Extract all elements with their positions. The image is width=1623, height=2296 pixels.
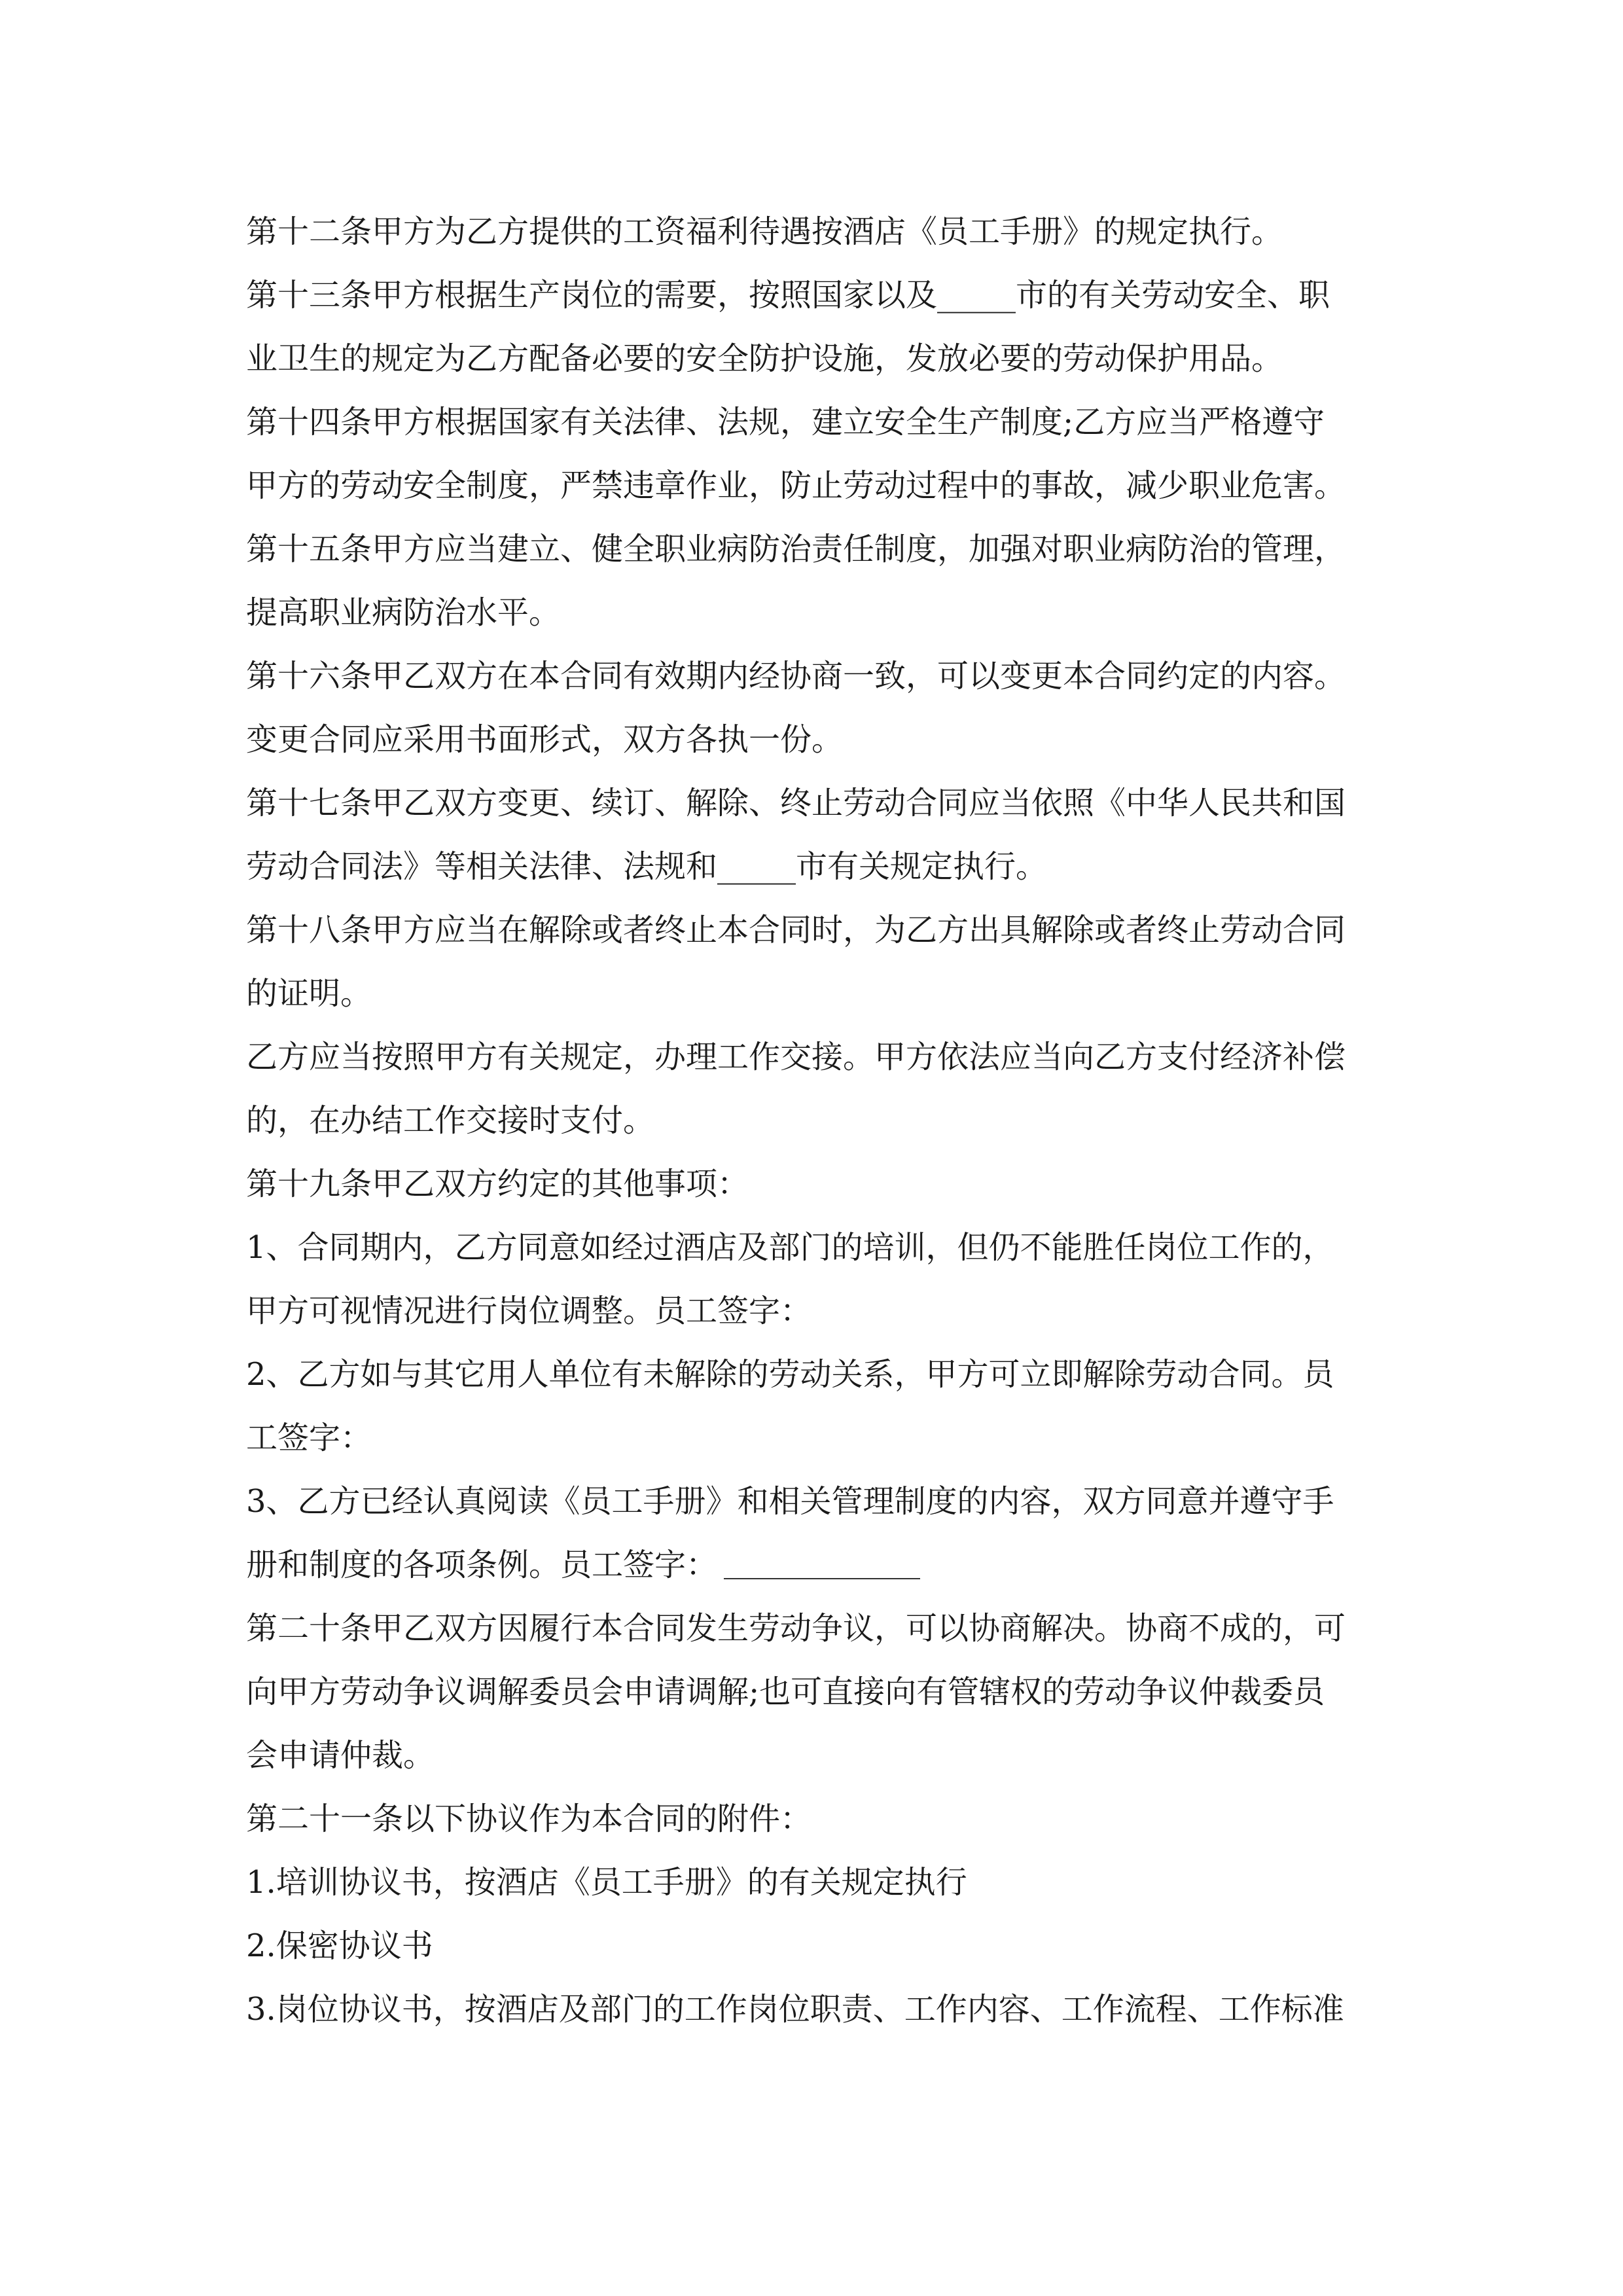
text-line: 提高职业病防治水平。 [246, 594, 561, 631]
text-line: 甲方可视情况进行岗位调整。员工签字： [246, 1293, 812, 1329]
text-line: 第十八条甲方应当在解除或者终止本合同时，为乙方出具解除或者终止劳动合同 [246, 912, 1346, 948]
text-line: 第二十条甲乙双方因履行本合同发生劳动争议，可以协商解决。协商不成的，可 [246, 1610, 1346, 1647]
text-line: 第十七条甲乙双方变更、续订、解除、终止劳动合同应当依照《中华人民共和国 [246, 785, 1346, 821]
text-line: 1、合同期内，乙方同意如经过酒店及部门的培训，但仍不能胜任岗位工作的， [246, 1229, 1334, 1266]
text-line: 第十九条甲乙双方约定的其他事项： [246, 1166, 749, 1202]
text-line: 册和制度的各项条例。员工签字： [246, 1547, 718, 1583]
text-line: 向甲方劳动争议调解委员会申请调解;也可直接向有管辖权的劳动争议仲裁委员 [246, 1674, 1325, 1710]
signature-blank [724, 1552, 920, 1579]
text-line: 3.岗位协议书，按酒店及部门的工作岗位职责、工作内容、工作流程、工作标准 [246, 1991, 1344, 2028]
text-line: 1.培训协议书，按酒店《员工手册》的有关规定执行 [246, 1864, 967, 1901]
text-line: 2.保密协议书 [246, 1928, 433, 1964]
text-line: 2、乙方如与其它用人单位有未解除的劳动关系，甲方可立即解除劳动合同。员 [246, 1356, 1334, 1393]
text-line: 劳动合同法》等相关法律、法规和_____市有关规定执行。 [246, 848, 1048, 885]
document-page [246, 200, 1385, 2041]
text-line: 3、乙方已经认真阅读《员工手册》和相关管理制度的内容，双方同意并遵守手 [246, 1483, 1334, 1520]
text-line: 业卫生的规定为乙方配备必要的安全防护设施，发放必要的劳动保护用品。 [246, 340, 1283, 377]
text-line: 第十二条甲方为乙方提供的工资福利待遇按酒店《员工手册》的规定执行。 [246, 213, 1283, 250]
text-line: 会申请仲裁。 [246, 1737, 435, 1774]
text-line: 工签字： [246, 1420, 372, 1456]
text-line: 第二十一条以下协议作为本合同的附件： [246, 1801, 812, 1837]
signature-line-row [246, 1534, 1385, 1597]
text-line: 变更合同应采用书面形式，双方各执一份。 [246, 721, 844, 758]
text-line: 第十六条甲乙双方在本合同有效期内经协商一致，可以变更本合同约定的内容。 [246, 658, 1346, 694]
text-line: 的证明。 [246, 975, 372, 1012]
text-line: 第十五条甲方应当建立、健全职业病防治责任制度，加强对职业病防治的管理， [246, 531, 1346, 567]
text-line: 乙方应当按照甲方有关规定，办理工作交接。甲方依法应当向乙方支付经济补偿 [246, 1039, 1346, 1075]
text-line: 甲方的劳动安全制度，严禁违章作业，防止劳动过程中的事故，减少职业危害。 [246, 467, 1346, 504]
text-line: 第十四条甲方根据国家有关法律、法规，建立安全生产制度;乙方应当严格遵守 [246, 404, 1325, 440]
text-line: 第十三条甲方根据生产岗位的需要，按照国家以及_____市的有关劳动安全、职 [246, 277, 1330, 314]
text-line: 的，在办结工作交接时支付。 [246, 1102, 655, 1139]
